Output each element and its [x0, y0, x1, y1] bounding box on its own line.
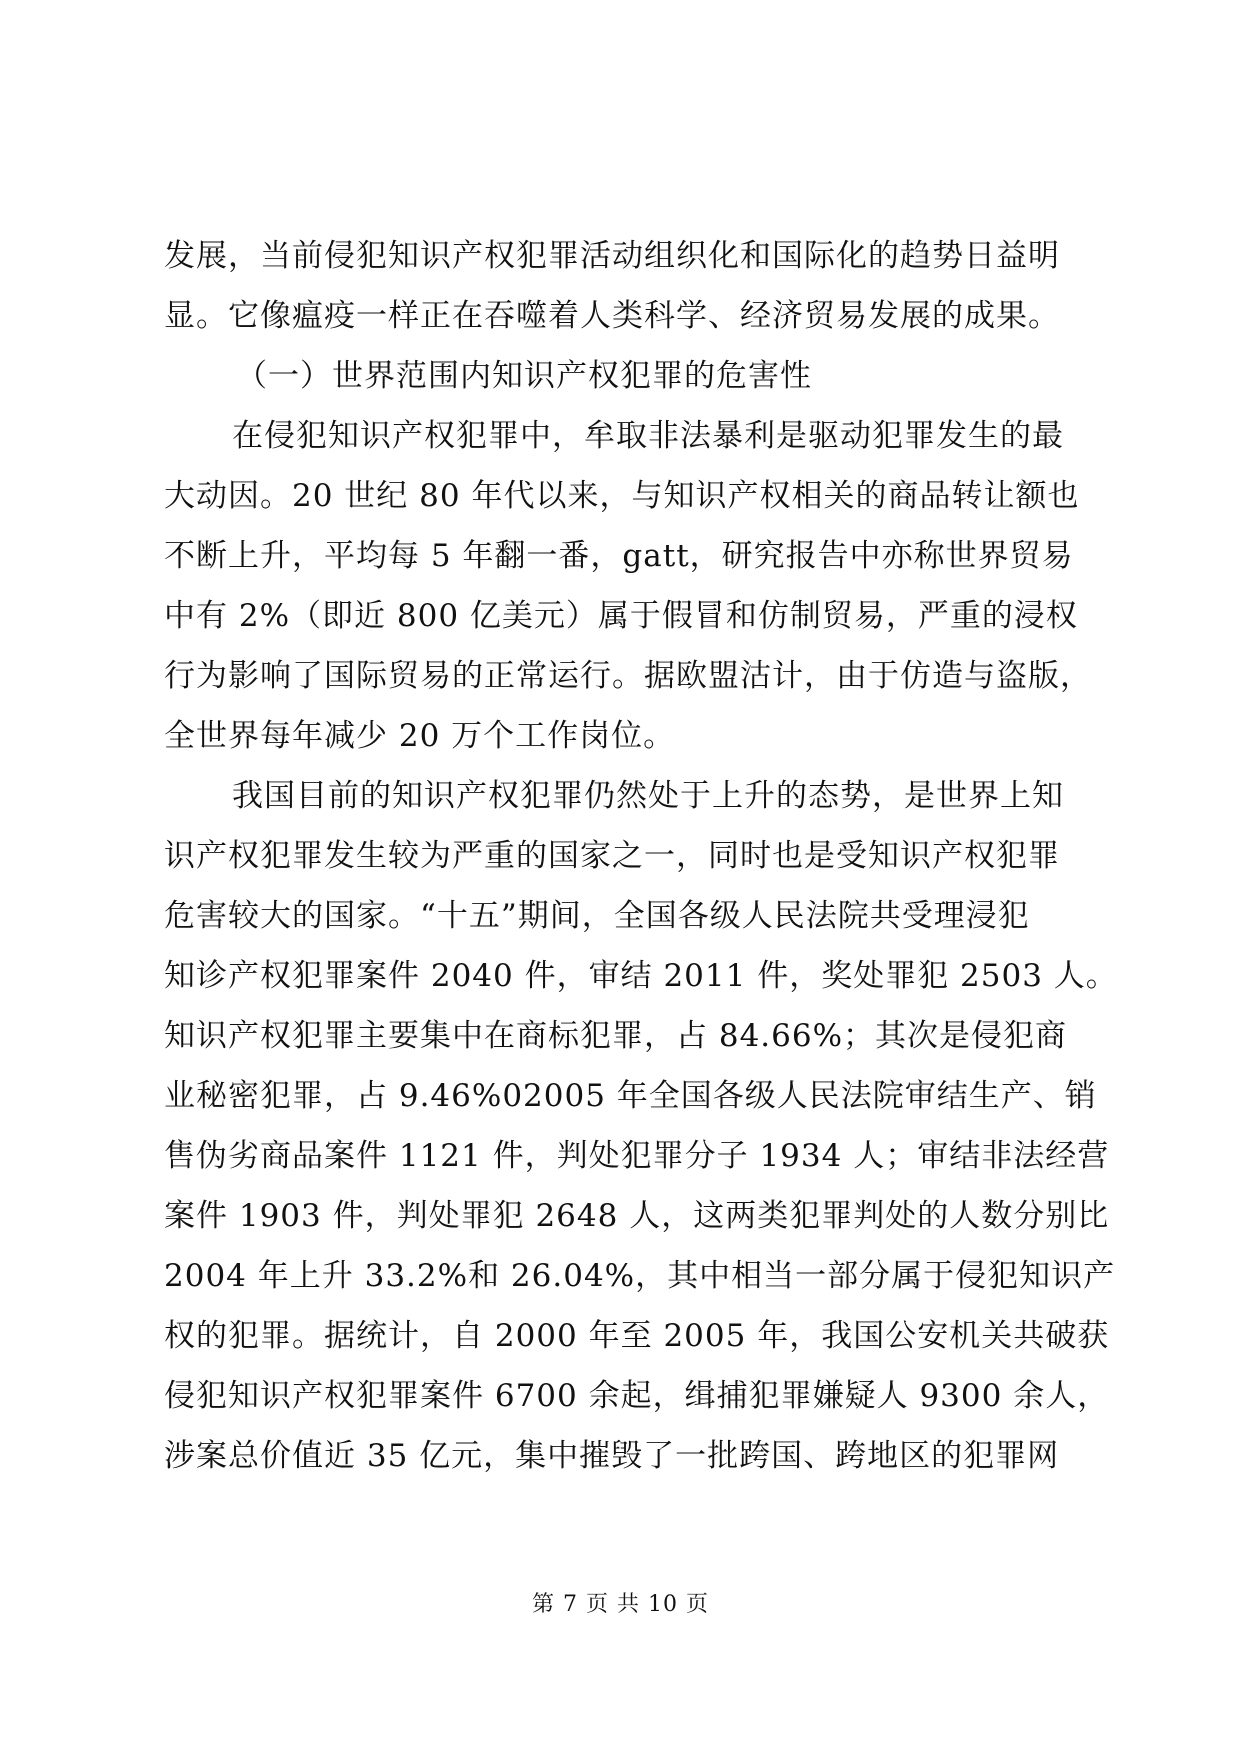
section-heading: （一）世界范围内知识产权犯罪的危害性 [236, 358, 812, 394]
body-line-16: 售伪劣商品案件 1121 件，判处犯罪分子 1934 人；审结非法经营 [164, 1138, 1110, 1174]
body-line-20: 侵犯知识产权犯罪案件 6700 余起，缉捕犯罪嫌疑人 9300 余人， [164, 1378, 1110, 1414]
body-line-9: 全世界每年减少 20 万个工作岗位。 [164, 718, 676, 754]
body-line-21: 涉案总价值近 35 亿元，集中摧毁了一批跨国、跨地区的犯罪网 [164, 1438, 1060, 1474]
body-line-12: 危害较大的国家。“十五”期间，全国各级人民法院共受理浸犯 [164, 898, 1030, 934]
body-line-4: 在侵犯知识产权犯罪中，牟取非法暴利是驱动犯罪发生的最 [232, 418, 1064, 454]
body-line-5: 大动因。20 世纪 80 年代以来，与知识产权相关的商品转让额也 [164, 478, 1080, 514]
body-line-15: 业秘密犯罪，占 9.46%02005 年全国各级人民法院审结生产、销 [164, 1078, 1097, 1114]
body-line-19: 权的犯罪。据统计，自 2000 年至 2005 年，我国公安机关共破获 [164, 1318, 1110, 1354]
body-line-18: 2004 年上升 33.2%和 26.04%，其中相当一部分属于侵犯知识产 [164, 1258, 1116, 1294]
body-line-17: 案件 1903 件，判处罪犯 2648 人，这两类犯罪判处的人数分别比 [164, 1198, 1110, 1234]
body-line-7: 中有 2%（即近 800 亿美元）属于假冒和仿制贸易，严重的浸权 [164, 598, 1078, 634]
body-line-2: 显。它像瘟疫一样正在吞噬着人类科学、经济贸易发展的成果。 [164, 298, 1060, 334]
page-footer: 第 7 页 共 10 页 [532, 1592, 709, 1617]
body-line-1: 发展，当前侵犯知识产权犯罪活动组织化和国际化的趋势日益明 [164, 238, 1060, 274]
body-line-11: 识产权犯罪发生较为严重的国家之一，同时也是受知识产权犯罪 [164, 838, 1060, 874]
body-line-8: 行为影响了国际贸易的正常运行。据欧盟沽计，由于仿造与盗版， [164, 658, 1092, 694]
body-line-6: 不断上升，平均每 5 年翻一番，gatt，研究报告中亦称世界贸易 [164, 538, 1074, 574]
body-line-10: 我国目前的知识产权犯罪仍然处于上升的态势，是世界上知 [232, 778, 1064, 814]
body-line-14: 知识产权犯罪主要集中在商标犯罪，占 84.66%；其次是侵犯商 [164, 1018, 1068, 1054]
body-line-13: 知诊产权犯罪案件 2040 件，审结 2011 件，奖处罪犯 2503 人。 [164, 958, 1118, 994]
